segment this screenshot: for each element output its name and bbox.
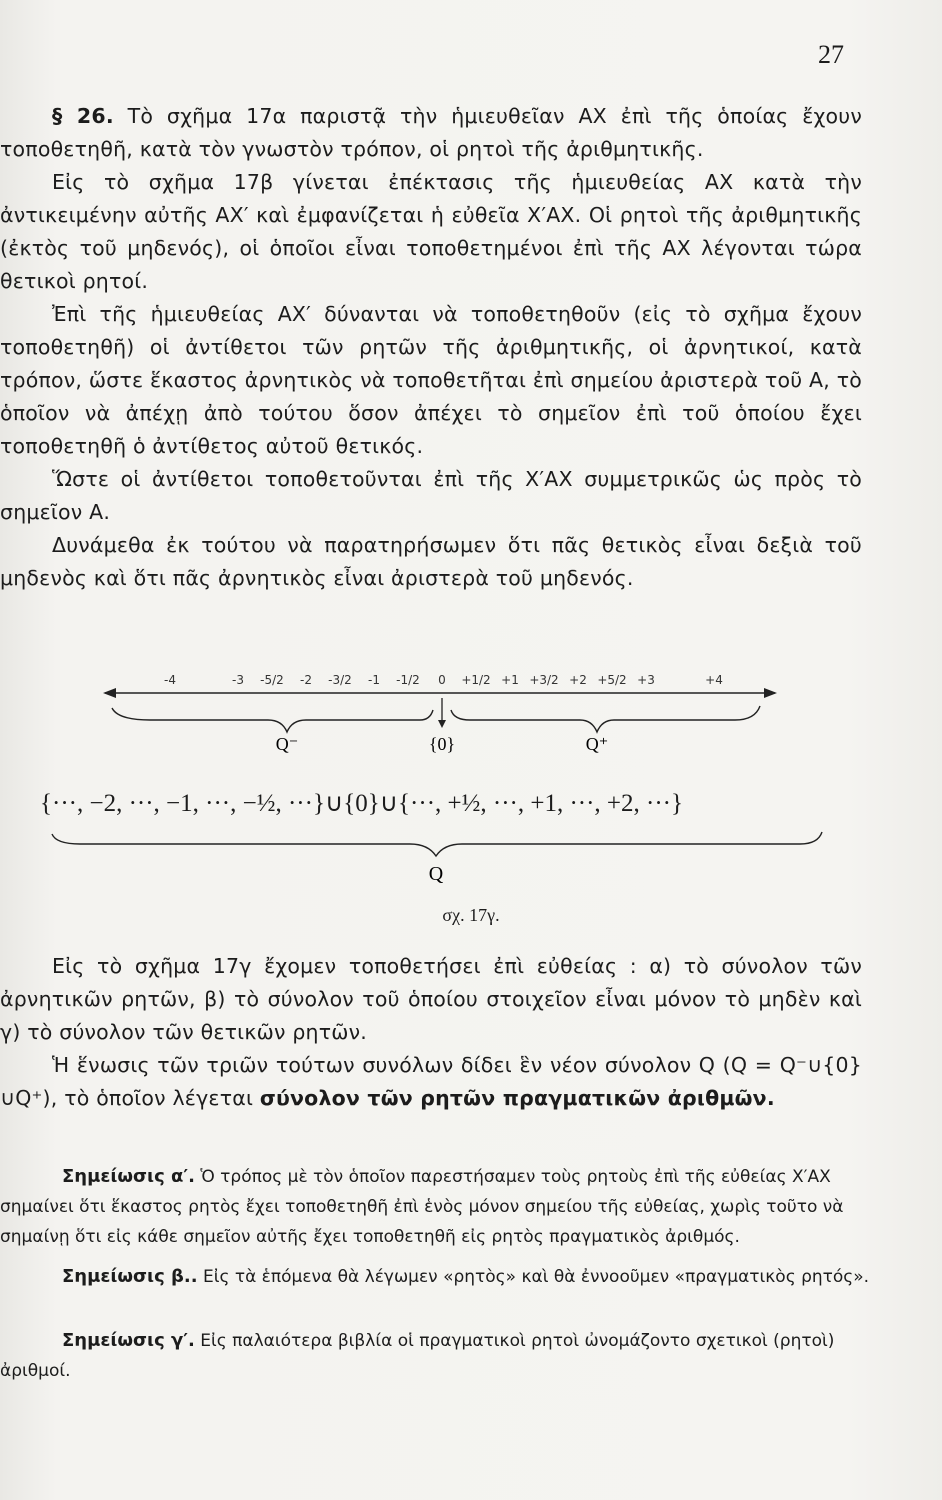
tick-label: -5/2 <box>260 673 284 687</box>
label-zero-set: {0} <box>428 734 456 754</box>
tick-label: +3 <box>637 673 655 687</box>
tick-label: +5/2 <box>597 673 627 687</box>
note-gamma <box>0 1326 872 1386</box>
arrow-right-icon <box>764 688 777 698</box>
paragraph-section-26 <box>0 100 862 166</box>
note-title: Σημείωσις α′. <box>62 1166 195 1187</box>
tick-label: +1/2 <box>461 673 491 687</box>
note-text: Εἰς τὰ ἑπόμενα θὰ λέγωμεν «ρητὸς» καὶ θὰ ἐννοοῦμεν «πραγματικὸς ρητός». <box>197 1267 870 1287</box>
note-title: Σημείωσις γ′. <box>62 1330 195 1351</box>
note-beta <box>0 1262 872 1292</box>
note-title: Σημείωσις β.. <box>62 1266 198 1287</box>
paragraph-figure-17g: Εἰς τὸ σχῆμα 17γ ἔχομεν τοποθετήσει ἐπὶ εὐθείας : α) τὸ σύνολον τῶν ἀρνητικῶν ρητῶν, β) τὸ σύνολον τοῦ ὁποίου στοιχεῖον εἶναι μόνον τὸ μηδὲν καὶ γ) τὸ σύνολον τῶν θετικῶν ρητῶν. <box>0 954 862 1044</box>
label-q-all: Q <box>428 863 444 885</box>
number-line-diagram <box>0 650 942 790</box>
brace-negatives <box>112 708 433 732</box>
tick-label: +2 <box>569 673 587 687</box>
paragraph-symmetry: Ὥστε οἱ ἀντίθετοι τοποθετοῦνται ἐπὶ τῆς Χ′ΑΧ συμμετρικῶς ὡς πρὸς τὸ σημεῖον Α. <box>0 467 862 524</box>
arrow-left-icon <box>103 688 116 698</box>
note-text: Εἰς παλαιότερα βιβλία οἱ πραγματικοὶ ρητοὶ ὠνομάζοντο σχετικοὶ (ρητοὶ) ἀριθμοί. <box>0 1331 835 1381</box>
paragraph-union <box>0 1049 862 1115</box>
tick-label: -3 <box>232 673 244 687</box>
note-alpha <box>0 1162 872 1252</box>
label-q-negative: Q⁻ <box>275 734 299 754</box>
label-q-positive: Q⁺ <box>585 734 609 754</box>
tick-label: -2 <box>300 673 312 687</box>
paragraph-negatives: Ἐπὶ τῆς ἡμιευθείας ΑΧ′ δύνανται νὰ τοποθετηθοῦν (εἰς τὸ σχῆμα ἔχουν τοποθετηθῆ) οἱ ἀντίθετοι τῶν ρητῶν τῆς ἀριθμητικῆς, οἱ ἀρνητικοί, κατὰ τρόπον, ὥστε ἕκαστος ἀρνητικὸς νὰ τοποθετῆται ἐπὶ σημείου ἀριστερὰ τοῦ Α, τὸ ὁποῖον νὰ ἀπέχῃ ἀπὸ τούτου ὅσον ἀπέχει τὸ σημεῖον ἐπὶ τοῦ ὁποίου ἔχει τοποθετηθῆ ὁ ἀντίθετος αὐτοῦ θετικός. <box>0 302 862 458</box>
tick-label: -4 <box>164 673 176 687</box>
paragraph-text: Τὸ σχῆμα 17α παριστᾷ τὴν ἡμιευθεῖαν ΑΧ ἐπὶ τῆς ὁποίας ἔχουν τοποθετηθῆ, κατὰ τὸν γνωστὸν τρόπον, οἱ ρητοὶ τῆς ἀριθμητικῆς. <box>0 104 862 161</box>
tick-label: +3/2 <box>529 673 559 687</box>
figure-caption: σχ. 17γ. <box>442 905 500 925</box>
definition-term: σύνολον τῶν ρητῶν πραγματικῶν ἀριθμῶν. <box>259 1086 775 1110</box>
note-text: Ὁ τρόπος μὲ τὸν ὁποῖον παρεστήσαμεν τοὺς ρητοὺς ἐπὶ τῆς εὐθείας Χ′ΑΧ σημαίνει ὅτι ἕκαστος ρητὸς ἔχει τοποθετηθῆ ἐπὶ ἑνὸς μόνον σημείου τῆς εὐθείας, χωρὶς τοῦτο νὰ σημαίνῃ ὅτι εἰς κάθε σημεῖον αὐτῆς ἔχει τοποθετηθῆ εἰς ρητὸς πραγματικὸς ἀριθμός. <box>0 1167 844 1247</box>
page-number: 27 <box>818 40 844 69</box>
paragraph-sign-position: Δυνάμεθα ἐκ τούτου νὰ παρατηρήσωμεν ὅτι πᾶς θετικὸς εἶναι δεξιὰ τοῦ μηδενὸς καὶ ὅτι πᾶς ἀρνητικὸς εἶναι ἀριστερὰ τοῦ μηδενός. <box>0 533 862 590</box>
tick-group <box>164 673 723 687</box>
union-brace-diagram <box>0 820 942 900</box>
tick-label: +4 <box>705 673 723 687</box>
tick-label: 0 <box>438 673 446 687</box>
zero-arrow-icon <box>438 720 446 728</box>
brace-union <box>52 832 822 856</box>
tick-label: +1 <box>501 673 519 687</box>
set-union-expression: {···, −2, ···, −1, ···, −½, ···}∪{0}∪{···, +½, ···, +1, ···, +2, ···} <box>40 790 683 817</box>
tick-label: -1 <box>368 673 380 687</box>
tick-label: -1/2 <box>396 673 420 687</box>
brace-positives <box>451 706 760 732</box>
section-number: § 26. <box>52 104 114 128</box>
paragraph-text: Ἡ ἕνωσις τῶν τριῶν τούτων συνόλων δίδει ἓν νέον σύνολον Q (Q = Q⁻∪{0}∪Q⁺), τὸ ὁποῖον λέγεται <box>0 1053 862 1110</box>
paragraph-extension: Εἰς τὸ σχῆμα 17β γίνεται ἐπέκτασις τῆς ἡμιευθείας ΑΧ κατὰ τὴν ἀντικειμένην αὐτῆς ΑΧ′ καὶ ἐμφανίζεται ἡ εὐθεῖα Χ′ΑΧ. Οἱ ρητοὶ τῆς ἀριθμητικῆς (ἐκτὸς τοῦ μηδενός), οἱ ὁποῖοι εἶναι τοποθετημένοι ἐπὶ τῆς ΑΧ λέγονται τώρα θετικοὶ ρητοί. <box>0 170 862 293</box>
tick-label: -3/2 <box>328 673 352 687</box>
